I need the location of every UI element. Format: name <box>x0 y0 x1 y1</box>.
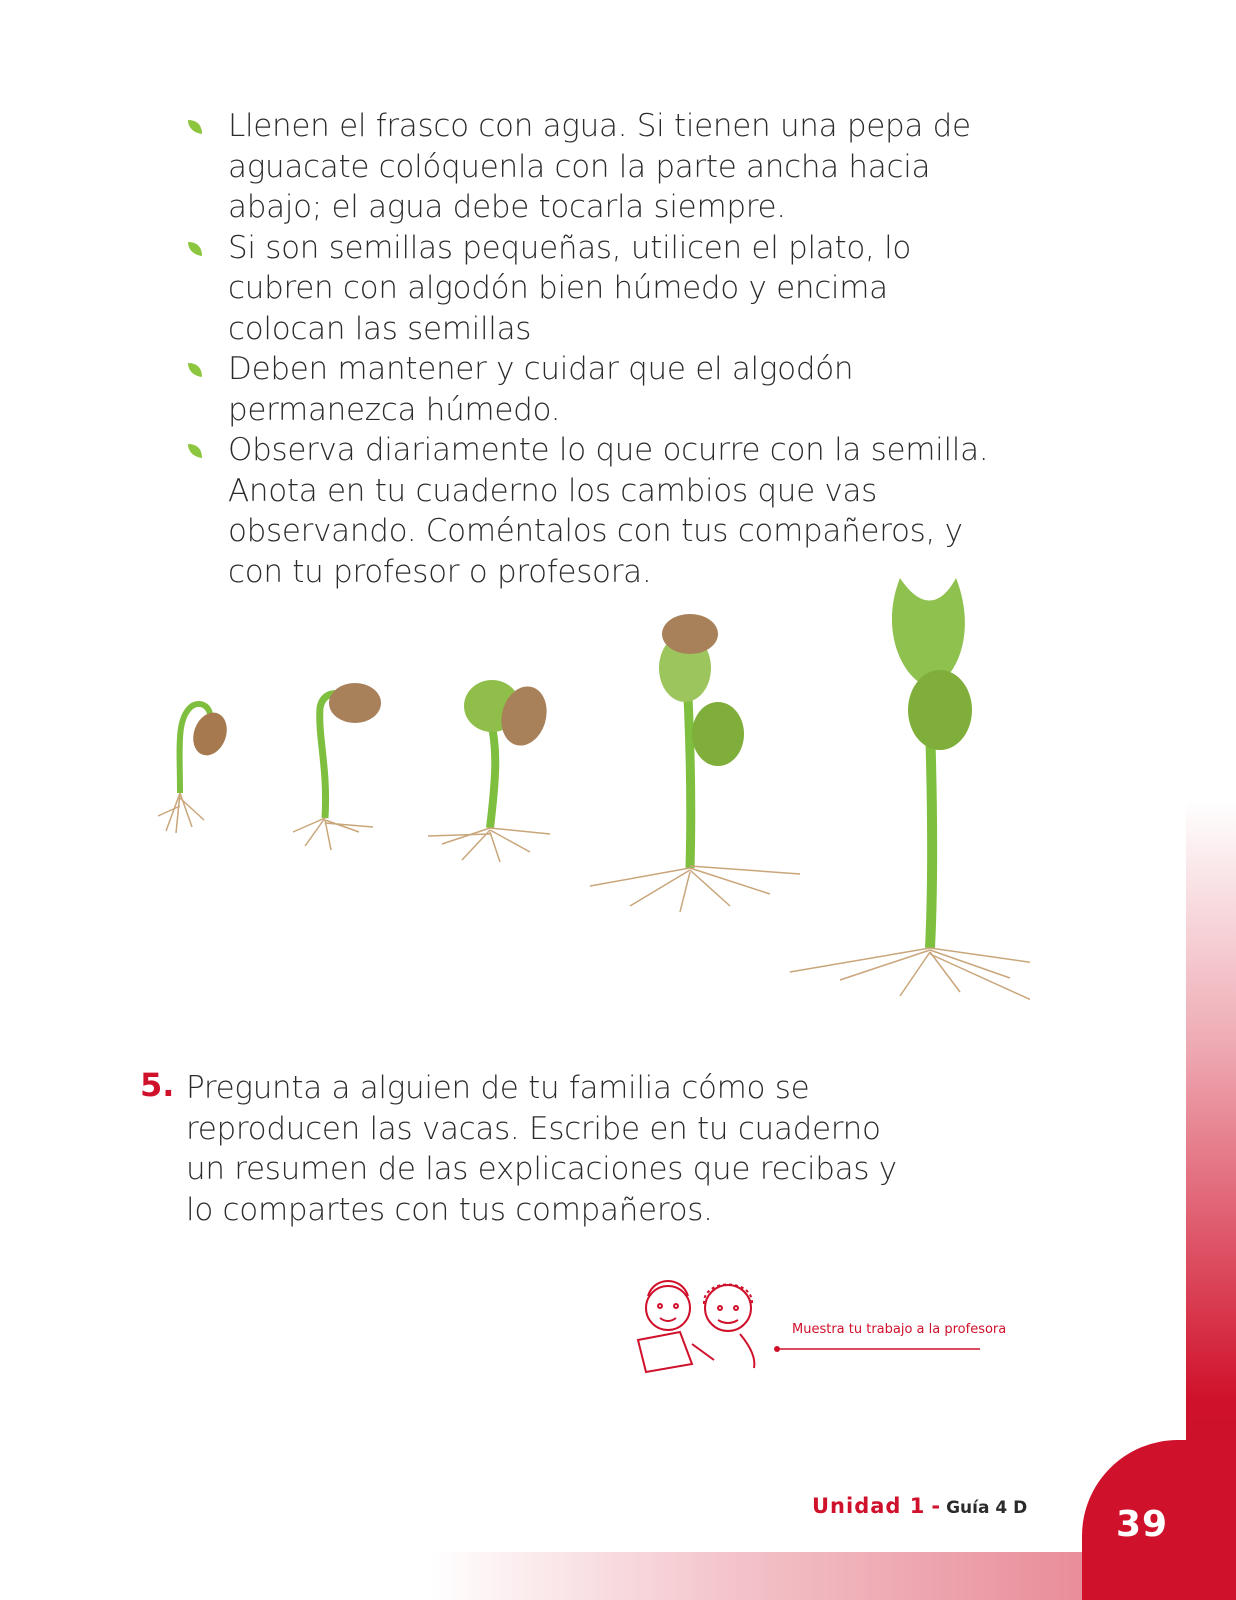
underline-decoration <box>772 1344 982 1354</box>
footer-separator: - <box>931 1494 941 1518</box>
seedling-stage-1 <box>158 704 233 833</box>
seed-germination-illustration <box>140 548 1030 1048</box>
show-work-badge <box>630 1268 1007 1388</box>
question-5 <box>140 1068 900 1230</box>
seedling-stage-5 <box>790 578 1030 1004</box>
bottom-edge-band <box>430 1552 1190 1600</box>
list-item <box>186 349 1006 430</box>
footer <box>812 1494 1027 1518</box>
seedling-stage-2 <box>293 683 381 850</box>
list-item-text: Si son semillas pequeñas, utilicen el plato, lo cubren con algodón bien húmedo y encima colocan las semillas <box>228 229 912 347</box>
page-number: 39 <box>1116 1504 1169 1545</box>
seedling-stage-3 <box>428 680 553 862</box>
guide-label: Guía 4 D <box>946 1498 1028 1518</box>
list-item-text: Observa diariamente lo que ocurre con la semilla. Anota en tu cuaderno los cambios que vas observando. Coméntalos con tus compañeros, y con tu profesor o profesora. <box>228 432 989 590</box>
question-number: 5. <box>140 1066 175 1104</box>
unit-label: Unidad 1 <box>812 1494 926 1518</box>
instruction-list <box>186 106 1006 592</box>
leaf-bullet-icon <box>186 240 204 258</box>
show-work-label: Muestra tu trabajo a la profesora <box>792 1322 1007 1337</box>
leaf-bullet-icon <box>186 361 204 379</box>
question-text: Pregunta a alguien de tu familia cómo se reproducen las vacas. Escribe en tu cuaderno un resumen de las explicaciones que recibas y lo compartes con tus compañeros. <box>186 1070 897 1228</box>
leaf-bullet-icon <box>186 442 204 460</box>
list-item <box>186 228 1006 350</box>
children-drawing-icon <box>630 1268 790 1378</box>
list-item <box>186 106 1006 228</box>
list-item-text: Deben mantener y cuidar que el algodón permanezca húmedo. <box>228 351 854 428</box>
leaf-bullet-icon <box>186 118 204 136</box>
list-item-text: Llenen el frasco con agua. Si tienen una pepa de aguacate colóquenla con la parte ancha hacia abajo; el agua debe tocarla siempre. <box>228 108 971 225</box>
seedling-stage-4 <box>590 614 800 912</box>
